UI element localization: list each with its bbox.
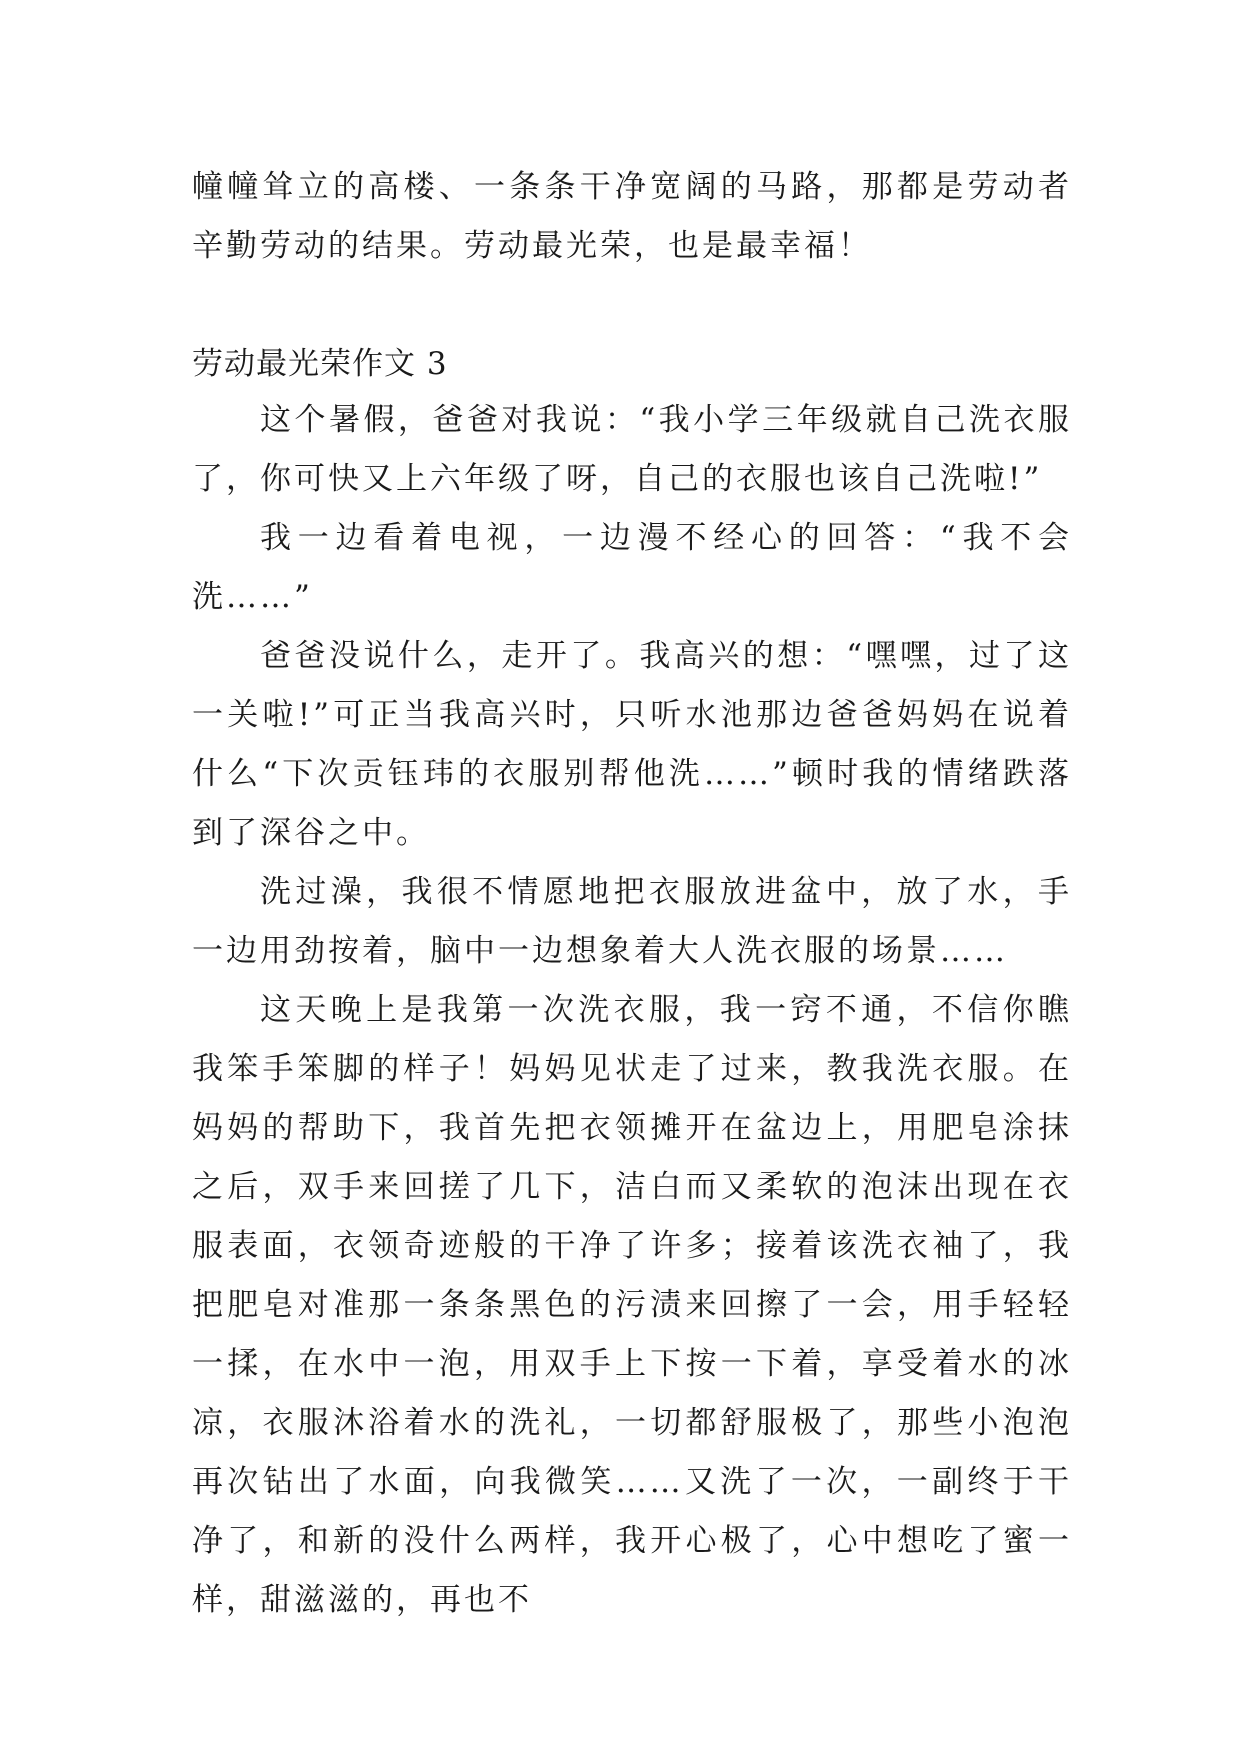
essay-paragraph: 爸爸没说什么，走开了。我高兴的想：“嘿嘿，过了这一关啦!”可正当我高兴时，只听水池那边爸爸妈妈在说着什么“下次贡钰玮的衣服别帮他洗……”顿时我的情绪跌落到了深谷之中。 <box>192 638 1072 851</box>
essay-title: 劳动最光荣作文 3 <box>192 346 448 382</box>
essay-paragraph: 我一边看着电视，一边漫不经心的回答：“我不会洗……” <box>192 520 1072 615</box>
lead-paragraph: 幢幢耸立的高楼、一条条干净宽阔的马路，那都是劳动者辛勤劳动的结果。劳动最光荣，也是最幸福！ <box>192 169 1072 264</box>
essay-paragraph: 这个暑假，爸爸对我说：“我小学三年级就自己洗衣服了，你可快又上六年级了呀，自己的衣服也该自己洗啦!” <box>192 402 1072 497</box>
essay-body <box>192 391 1072 1630</box>
essay-paragraph: 这天晚上是我第一次洗衣服，我一窍不通，不信你瞧我笨手笨脚的样子！妈妈见状走了过来，教我洗衣服。在妈妈的帮助下，我首先把衣领摊开在盆边上，用肥皂涂抹之后，双手来回搓了几下，洁白而又柔软的泡沫出现在衣服表面，衣领奇迹般的干净了许多；接着该洗衣袖了，我把肥皂对准那一条条黑色的污渍来回擦了一会，用手轻轻一揉，在水中一泡，用双手上下按一下着，享受着水的冰凉，衣服沐浴着水的洗礼，一切都舒服极了，那些小泡泡再次钻出了水面，向我微笑……又洗了一次，一副终于干净了，和新的没什么两样，我开心极了，心中想吃了蜜一样，甜滋滋的，再也不 <box>192 992 1072 1618</box>
essay-paragraph: 洗过澡，我很不情愿地把衣服放进盆中，放了水，手一边用劲按着，脑中一边想象着大人洗衣服的场景…… <box>192 874 1072 969</box>
